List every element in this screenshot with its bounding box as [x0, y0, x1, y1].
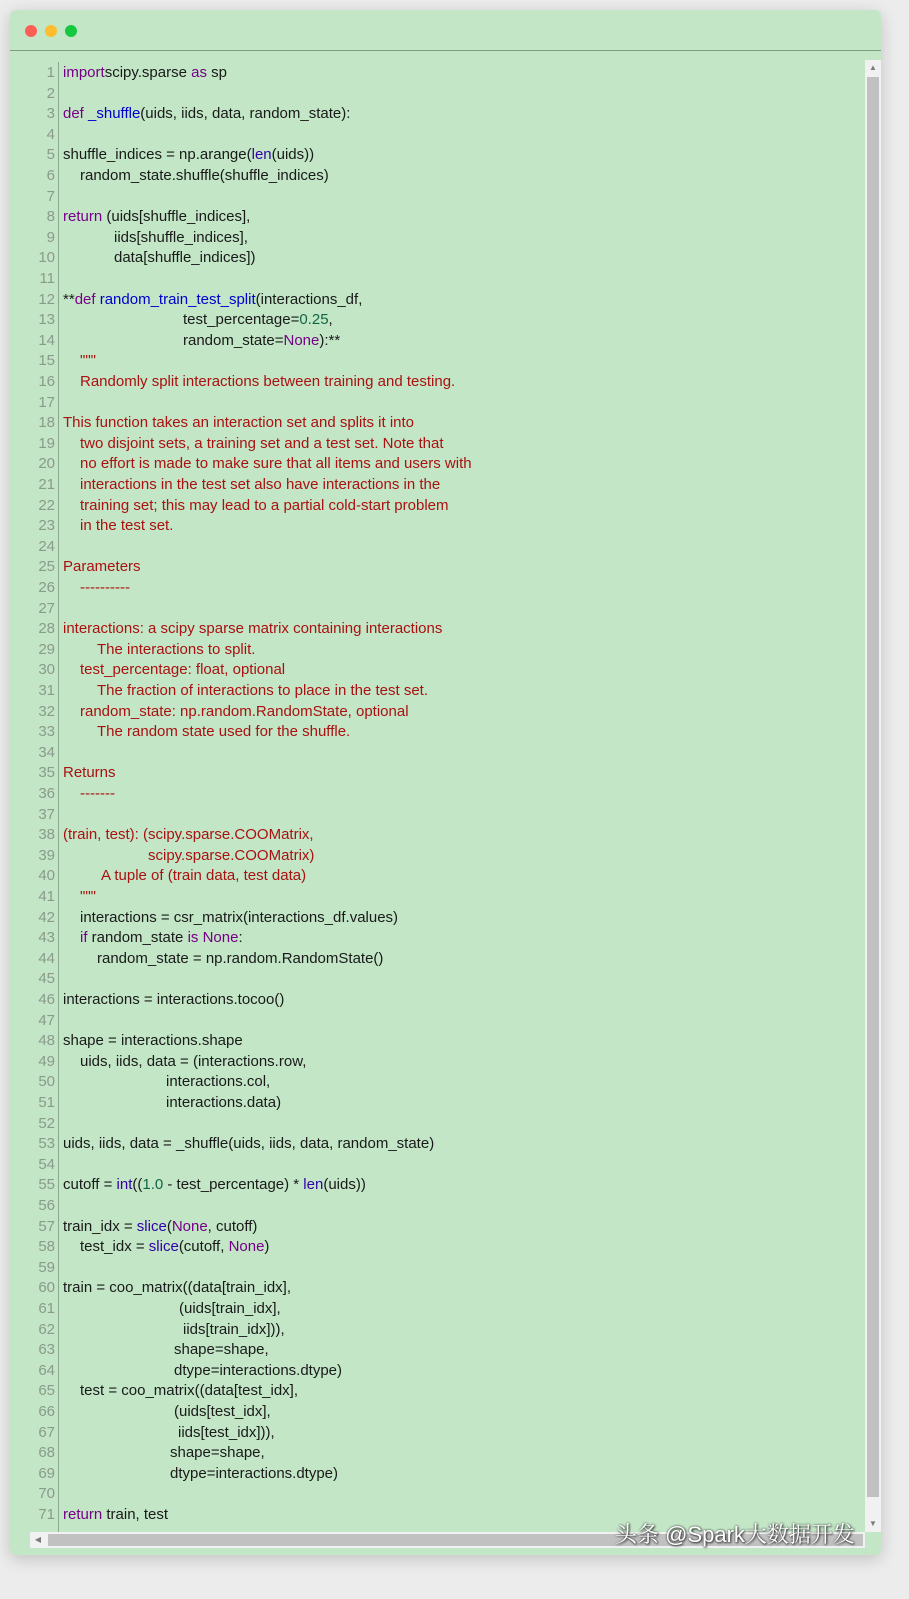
code-text: """: [80, 352, 96, 370]
line-number: 20: [38, 455, 55, 473]
line-number: 27: [38, 599, 55, 617]
line-number: 15: [38, 352, 55, 370]
line-number: 56: [38, 1197, 55, 1214]
line-number: 23: [38, 517, 55, 535]
code-text: return (uids[shuffle_indices],: [63, 208, 251, 226]
line-number: 70: [38, 1485, 55, 1503]
line-number: 24: [38, 537, 55, 555]
line-number: 28: [38, 620, 55, 638]
code-text: shape=shape,: [174, 1341, 269, 1359]
line-number: 41: [38, 888, 55, 905]
line-number: 65: [38, 1382, 55, 1400]
close-button[interactable]: [25, 25, 37, 37]
line-number: 34: [38, 743, 55, 761]
code-text: interactions.col,: [166, 1073, 271, 1091]
maximize-button[interactable]: [65, 25, 77, 37]
code-text: ----------: [80, 579, 130, 596]
code-text: importscipy.sparse as sp: [63, 64, 227, 81]
line-number: 8: [46, 208, 55, 226]
watermark: 头条 @Spark大数据开发: [615, 1522, 855, 1547]
line-number: 29: [38, 640, 55, 658]
code-text: interactions: a scipy sparse matrix containing interactions: [63, 620, 443, 638]
line-number: 63: [38, 1341, 55, 1359]
line-number: 51: [38, 1094, 55, 1111]
code-text: (train, test): (scipy.sparse.COOMatrix,: [63, 826, 314, 844]
code-window: [10, 10, 881, 1555]
line-number: 36: [38, 785, 55, 802]
code-text: in the test set.: [80, 517, 174, 535]
code-text: training set; this may lead to a partial cold-start problem: [80, 496, 449, 514]
line-number: 11: [39, 270, 55, 287]
code-text: return train, test: [63, 1506, 169, 1523]
line-number: 68: [38, 1444, 55, 1462]
code-text: iids[train_idx])),: [183, 1320, 285, 1338]
gutter-divider: [58, 62, 59, 1532]
line-number: 45: [38, 970, 55, 988]
line-number: 1: [46, 64, 55, 81]
line-number: 39: [38, 846, 55, 864]
vertical-scrollbar[interactable]: [865, 60, 881, 1532]
code-text: test_idx = slice(cutoff, None): [80, 1238, 270, 1256]
line-number: 26: [38, 579, 55, 596]
code-text: **def random_train_test_split(interactions_df,: [63, 290, 363, 308]
line-number: 60: [38, 1279, 55, 1297]
code-text: no effort is made to make sure that all items and users with: [80, 455, 472, 473]
line-number: 16: [38, 373, 55, 390]
code-text: train_idx = slice(None, cutoff): [63, 1217, 258, 1235]
line-number: 38: [38, 826, 55, 844]
line-number: 5: [46, 146, 55, 164]
line-number: 53: [38, 1135, 55, 1153]
code-text: dtype=interactions.dtype): [170, 1464, 339, 1482]
line-number: 6: [46, 167, 55, 184]
line-number: 49: [38, 1052, 55, 1070]
line-number: 37: [38, 805, 55, 823]
code-text: random_state: np.random.RandomState, optional: [80, 702, 409, 720]
line-number: 50: [38, 1073, 55, 1091]
line-number: 17: [38, 393, 55, 411]
line-number: 55: [38, 1176, 55, 1194]
line-number: 14: [38, 331, 55, 349]
line-number: 9: [46, 228, 55, 246]
line-number: 43: [38, 929, 55, 947]
code-text: uids, iids, data = (interactions.row,: [80, 1052, 307, 1070]
code-editor[interactable]: [10, 62, 865, 1532]
code-text: A tuple of (train data, test data): [101, 867, 307, 885]
line-number: 22: [38, 496, 55, 514]
code-text: cutoff = int((1.0 - test_percentage) * len(uids)): [63, 1176, 366, 1194]
code-text: data[shuffle_indices]): [114, 249, 256, 267]
line-number: 46: [38, 991, 55, 1008]
code-text: two disjoint sets, a training set and a test set. Note that: [80, 434, 444, 452]
scroll-up-arrow-icon[interactable]: ▲: [869, 63, 877, 72]
code-text: train = coo_matrix((data[train_idx],: [63, 1279, 292, 1297]
code-text: interactions in the test set also have interactions in the: [80, 476, 441, 493]
line-number: 57: [38, 1217, 55, 1235]
line-number: 2: [46, 84, 55, 102]
line-number: 10: [38, 249, 55, 267]
code-text: scipy.sparse.COOMatrix): [148, 846, 315, 864]
code-text: (uids[train_idx],: [179, 1300, 281, 1317]
code-text: Parameters: [63, 558, 141, 576]
code-text: test_percentage: float, optional: [80, 661, 286, 679]
line-number: 3: [46, 105, 55, 123]
line-number: 52: [38, 1114, 55, 1132]
line-number: 35: [38, 764, 55, 782]
code-text: Randomly split interactions between training and testing.: [80, 373, 456, 390]
code-text: This function takes an interaction set and splits it into: [63, 414, 415, 432]
code-text: shape=shape,: [170, 1444, 265, 1462]
line-number: 59: [38, 1258, 55, 1276]
line-number: 40: [38, 867, 55, 885]
line-number: 33: [38, 723, 55, 741]
code-text: uids, iids, data = _shuffle(uids, iids, data, random_state): [63, 1135, 435, 1153]
line-number: 48: [38, 1032, 55, 1050]
code-text: The fraction of interactions to place in the test set.: [97, 682, 429, 699]
line-number: 54: [38, 1155, 55, 1173]
line-number: 12: [38, 290, 55, 308]
code-text: interactions.data): [166, 1094, 282, 1111]
line-number: 62: [38, 1320, 55, 1338]
scroll-left-arrow-icon[interactable]: ◀: [34, 1535, 42, 1544]
code-text: random_state.shuffle(shuffle_indices): [80, 167, 329, 184]
line-number: 31: [38, 682, 55, 699]
line-number: 61: [38, 1300, 55, 1317]
code-text: random_state=None):**: [183, 331, 341, 349]
code-text: shuffle_indices = np.arange(len(uids)): [63, 146, 315, 164]
line-number: 21: [38, 476, 55, 493]
scroll-down-arrow-icon[interactable]: ▼: [869, 1519, 877, 1528]
line-number: 18: [38, 414, 55, 432]
code-text: iids[shuffle_indices],: [114, 228, 248, 246]
vertical-scroll-thumb[interactable]: [867, 77, 879, 1497]
code-text: dtype=interactions.dtype): [174, 1361, 343, 1379]
code-text: if random_state is None:: [80, 929, 243, 947]
line-number: 19: [38, 434, 55, 452]
line-number: 44: [38, 949, 55, 967]
line-number: 64: [38, 1361, 55, 1379]
code-text: The interactions to split.: [97, 640, 256, 658]
code-text: shape = interactions.shape: [63, 1032, 243, 1050]
code-text: interactions = interactions.tocoo(): [63, 991, 285, 1008]
line-number: 30: [38, 661, 55, 679]
line-number: 47: [38, 1011, 55, 1029]
line-number: 4: [46, 125, 55, 143]
code-text: """: [80, 888, 96, 905]
title-bar: [10, 10, 881, 51]
code-text: random_state = np.random.RandomState(): [97, 949, 384, 967]
minimize-button[interactable]: [45, 25, 57, 37]
line-number: 58: [38, 1238, 55, 1256]
line-number: 7: [46, 187, 55, 205]
code-text: test_percentage=0.25,: [183, 311, 333, 329]
code-text: Returns: [63, 764, 116, 782]
line-number: 69: [38, 1464, 55, 1482]
code-text: The random state used for the shuffle.: [97, 723, 351, 741]
line-number: 42: [38, 908, 55, 926]
code-text: -------: [80, 785, 115, 802]
code-text: iids[test_idx])),: [178, 1423, 275, 1441]
line-number: 25: [38, 558, 55, 576]
code-text: test = coo_matrix((data[test_idx],: [80, 1382, 299, 1400]
line-number: 32: [38, 702, 55, 720]
code-text: (uids[test_idx],: [174, 1403, 271, 1420]
code-text: interactions = csr_matrix(interactions_df.values): [80, 908, 399, 926]
line-number: 13: [38, 311, 55, 329]
code-text: def _shuffle(uids, iids, data, random_state):: [63, 105, 351, 123]
line-number: 67: [38, 1423, 55, 1441]
line-number: 71: [38, 1506, 55, 1523]
line-number: 66: [38, 1403, 55, 1420]
